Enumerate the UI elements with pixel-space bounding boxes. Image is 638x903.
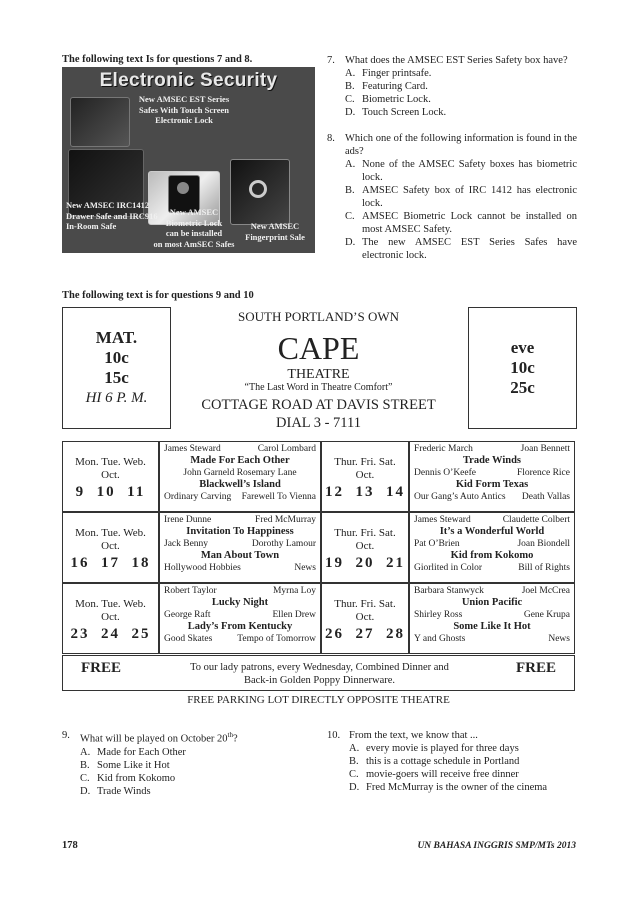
free-dinner-row: FREE FREE To our lady patrons, every Wednesday, Combined Dinner and Back-in Golden Poppy Dinnerware. — [62, 655, 575, 691]
section-header-q9-10: The following text is for questions 9 and 10 — [62, 290, 254, 301]
cape-theatre-ad — [62, 305, 575, 710]
row-3-thu-sat-cell — [321, 583, 409, 654]
cinema-phone: DIAL 3 - 7111 — [276, 415, 361, 431]
row-1-mon-wed-days: Mon. Tue. Web. Oct. — [75, 456, 146, 481]
row-3-thu-sat-dates: 26 27 28 — [325, 626, 405, 642]
question-10: 10. From the text, we know that ... A. every movie is played for three days B. this is a cottage schedule in Portland C. movie-goers will receive free dinner D. Fred McMurray is the owner of the cinema — [327, 730, 548, 793]
question-8: 8. Which one of the following information is found in the ads? A. None of the AMSEC Safety boxes has biometric lock. B. AMSEC Safety box of IRC 1412 has electronic lock. C. AMSEC Biometric Lock cannot be installed on most AMSEC Safety. D. The new AMSEC EST Series Safes have electronic lock. — [327, 133, 577, 261]
row-3-thu-sat-days: Thur. Fri. Sat. Oct. — [334, 598, 396, 623]
row-2-thu-sat-days: Thur. Fri. Sat. Oct. — [334, 527, 396, 552]
question-9: 9. What will be played on October 20th? A. Made for Each Other B. Some Like it Hot C. Kid from Kokomo D. Trade Winds — [62, 730, 238, 797]
row-3-mon-wed-dates: 23 24 25 — [70, 626, 151, 642]
row-2-mon-wed-film-listing: Irene Dunne Fred McMurray Invitation To Happiness Jack Benny Dorothy Lamour Man About Town Hollywood Hobbies News — [164, 515, 316, 573]
row-2-thu-sat-dates: 19 20 21 — [325, 555, 405, 571]
row-2-thu-sat-films — [409, 512, 575, 583]
cinema-name: CAPE — [277, 330, 360, 366]
parking-note: FREE PARKING LOT DIRECTLY OPPOSITE THEATRE — [187, 694, 450, 706]
cinema-address: COTTAGE ROAD AT DAVIS STREET — [201, 397, 436, 413]
row-3-mon-wed-film-listing: Robert Taylor Myrna Loy Lucky Night George Raft Ellen Drew Lady’s From Kentucky Good Skates Tempo of Tomorrow — [164, 586, 316, 644]
page-number: 178 — [62, 840, 78, 851]
row-3-thu-sat-films — [409, 583, 575, 654]
row-1-thu-sat-dates: 12 13 14 — [325, 484, 405, 500]
book-title: UN BAHASA INGGRIS SMP/MTs 2013 — [417, 841, 576, 851]
electronic-security-ad-image — [62, 67, 315, 253]
ad-caption-top: New AMSEC EST Series Safes With Touch Screen Electronic Lock — [138, 94, 230, 125]
cinema-heading: SOUTH PORTLAND’S OWN — [238, 309, 399, 324]
cinema-tagline: “The Last Word in Theatre Comfort” — [244, 382, 393, 393]
question-7: 7. What does the AMSEC EST Series Safety box have? A. Finger printsafe. B. Featuring Card. C. Biometric Lock. D. Touch Screen Lock. — [327, 55, 568, 118]
row-2-mon-wed-dates: 16 17 18 — [70, 555, 151, 571]
matinee-price-box: MAT. 10c 15c HI 6 P. M. — [62, 307, 171, 429]
row-1-thu-sat-film-listing: Frederic March Joan Bennett Trade Winds Dennis O’Keefe Florence Rice Kid Form Texas Our Gang’s Auto Antics Death Vallas — [414, 444, 570, 502]
row-1-mon-wed-cell — [62, 441, 159, 512]
ad-caption-mid: New AMSEC Biometric Lock can be installed on most AmSEC Safes — [153, 207, 235, 249]
row-3-mon-wed-cell — [62, 583, 159, 654]
row-2-mon-wed-cell — [62, 512, 159, 583]
ad-title: Electronic Security — [99, 70, 278, 91]
row-1-mon-wed-film-listing: James Steward Carol Lombard Made For Each Other John Garneld Rosemary Lane Blackwell’s Island Ordinary Carving Farewell To Vienna — [164, 444, 316, 502]
row-3-mon-wed-films — [159, 583, 321, 654]
ad-caption-right: New AMSEC Fingerprint Sale — [245, 221, 305, 242]
row-2-mon-wed-days: Mon. Tue. Web. Oct. — [75, 527, 146, 552]
cinema-theatre-label: THEATRE — [287, 367, 350, 382]
row-3-thu-sat-film-listing: Barbara Stanwyck Joel McCrea Union Pacific Shirley Ross Gene Krupa Some Like It Hot Y and Ghosts News — [414, 586, 570, 644]
row-1-mon-wed-dates: 9 10 11 — [75, 484, 146, 500]
row-2-thu-sat-film-listing: James Steward Claudette Colbert It’s a Wonderful World Pat O’Brien Joan Biondell Kid from Kokomo Giorlited in Color Bill of Rights — [414, 515, 570, 573]
row-1-thu-sat-cell — [321, 441, 409, 512]
open-safe-icon — [70, 97, 130, 147]
row-1-thu-sat-films — [409, 441, 575, 512]
row-3-mon-wed-days: Mon. Tue. Web. Oct. — [75, 598, 146, 623]
row-2-mon-wed-films — [159, 512, 321, 583]
ad-caption-left: New AMSEC IRC1412 Drawer Safe and IRC916 In-Room Safe — [66, 200, 158, 231]
row-1-mon-wed-films — [159, 441, 321, 512]
evening-price-box: eve 10c 25c — [468, 307, 577, 429]
row-1-thu-sat-days: Thur. Fri. Sat. Oct. — [334, 456, 396, 481]
row-2-thu-sat-cell — [321, 512, 409, 583]
section-header-q7-8: The following text Is for questions 7 and 8. — [62, 54, 253, 65]
